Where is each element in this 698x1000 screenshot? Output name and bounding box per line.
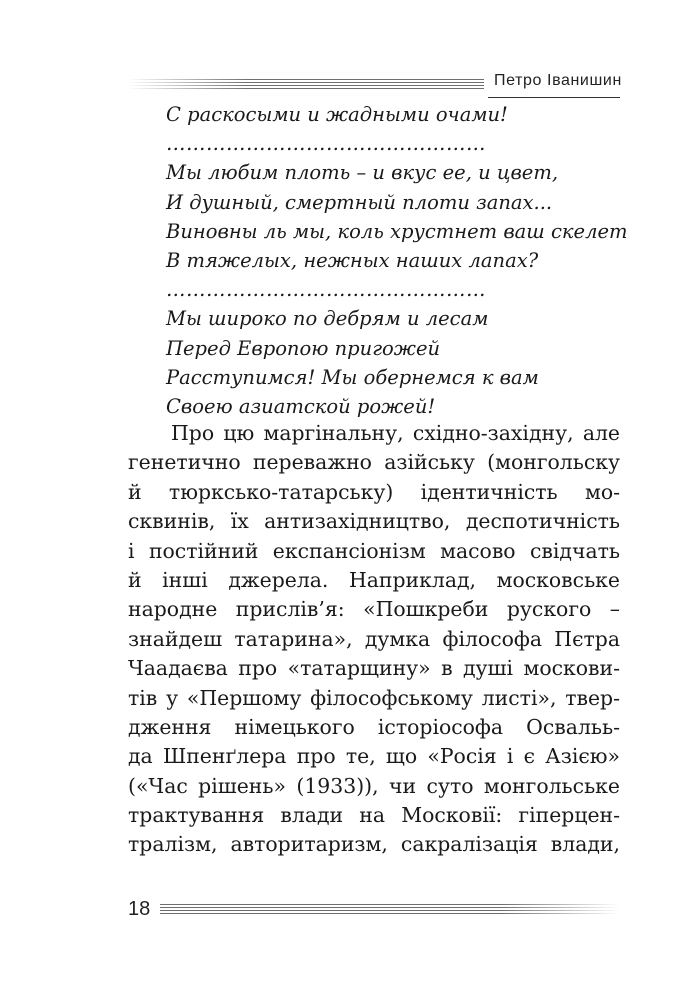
poem-line: В тяжелых, нежных наших лапах?	[166, 248, 539, 272]
poem-block	[166, 100, 626, 421]
paragraph-line: тів у «Першому філософському листі», твер-	[128, 685, 620, 710]
paragraph-line: й тюрксько-татарську) ідентичність мо-	[128, 479, 620, 504]
poem-line: Виновны ль мы, коль хрустнет ваш скелет	[166, 219, 628, 243]
running-head-underline	[488, 97, 620, 98]
paragraph-line: сквинів, їх антизахідництво, деспотичність	[128, 509, 620, 534]
poem-line: И душный, смертный плоти запах...	[166, 190, 553, 214]
footer-rule-fade	[500, 904, 620, 915]
paragraph-line: («Час рішень» (1933)), чи суто монгольське	[128, 773, 620, 798]
poem-line: Мы широко по дебрям и лесам	[166, 307, 489, 331]
poem-line: С раскосыми и жадными очами!	[166, 103, 508, 126]
poem-line: Своею азиатской рожей!	[166, 394, 436, 418]
paragraph-line: знайдеш татарина», думка філософа Пєтра	[128, 626, 620, 651]
paragraph-line: народне прислів’я: «Пошкреби руского –	[128, 597, 620, 622]
paragraph-line: генетично переважно азійську (монгольску	[128, 450, 620, 475]
poem-line: Перед Европою пригожей	[166, 336, 441, 360]
paragraph-line: Чаадаєва про «татарщину» в душі москови-	[128, 656, 620, 681]
page-number: 18	[128, 898, 151, 920]
body-paragraph	[128, 419, 620, 860]
paragraph-line: й інші джерела. Наприклад, московське	[128, 567, 620, 592]
running-head: Петро Іванишин	[494, 72, 622, 89]
poem-line: Расступимся! Мы обернемся к вам	[166, 365, 539, 389]
header-rule-fade	[128, 79, 248, 90]
paragraph-line: тралізм, авторитаризм, сакралізація влади,	[128, 832, 620, 857]
paragraph-line: і постійний експансіонізм масово свідчать	[128, 538, 620, 563]
paragraph-line: да Шпенґлера про те, що «Росія і є Азією»	[128, 744, 620, 769]
paragraph-line: Про цю маргінальну, східно-західну, але	[171, 421, 620, 445]
paragraph-line: трактування влади на Московії: гіперцен-	[128, 803, 620, 828]
poem-ellipsis-line: …………………………………………	[166, 278, 486, 302]
paragraph-line: дження німецького історіософа Освальь-	[128, 714, 620, 739]
poem-line: Мы любим плоть – и вкус ее, и цвет,	[166, 161, 559, 185]
poem-ellipsis-line: …………………………………………	[166, 132, 486, 156]
